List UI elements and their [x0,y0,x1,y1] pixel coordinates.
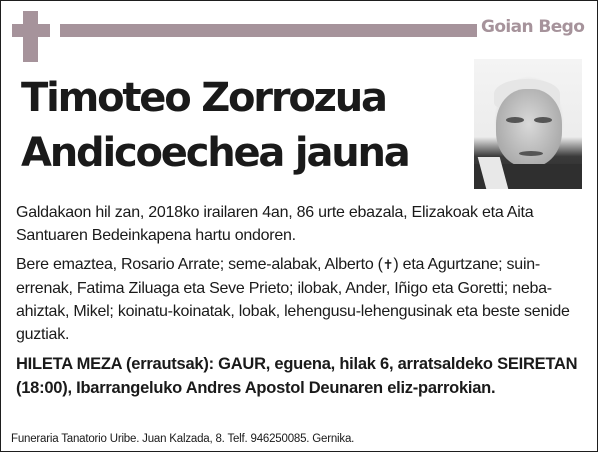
family-text: Bere emaztea, Rosario Arrate; seme-alabak, Alberto ( [16,256,383,273]
funeral-mass-info: HILETA MEZA (errautsak): GAUR, eguena, hilak 6, arratsaldeko SEIRETAN (18:00), Ibarrangeluko Andres Apostol Deunaren eliz-parrokian. [16,355,578,397]
deceased-cross-icon: ✝ [382,258,394,273]
portrait-photo [474,59,582,189]
family-list [16,253,586,346]
photo-eye [506,117,524,123]
family-text: ) eta Agurtzane; suin-errenak, Fatima Ziluaga eta Seve Prieto; ilobak, Ander, Iñigo eta Goretti; neba-ahiztak, Mikel; koinatu-koinatak, lobak, lehengusu-lehengusinak eta beste senide guztiak. [16,256,570,343]
cross-icon-horizontal [12,24,50,37]
name-line-2: Andicoechea jauna [21,130,409,176]
obituary-body [16,201,586,406]
photo-mouth [519,151,543,156]
photo-eye [534,117,552,123]
deceased-name [21,71,409,181]
name-line-1: Timoteo Zorrozua [21,75,386,121]
header-rule [60,24,477,37]
funeral-home-footer: Funeraria Tanatorio Uribe. Juan Kalzada, 8. Telf. 946250085. Gernika. [11,433,355,445]
death-details: Galdakaon hil zan, 2018ko irailaren 4an, 86 urte ebazala, Elizakoak eta Aita Santuaren Bedeinkapena hartu ondoren. [16,204,534,244]
header-label: Goian Bego [481,17,585,37]
